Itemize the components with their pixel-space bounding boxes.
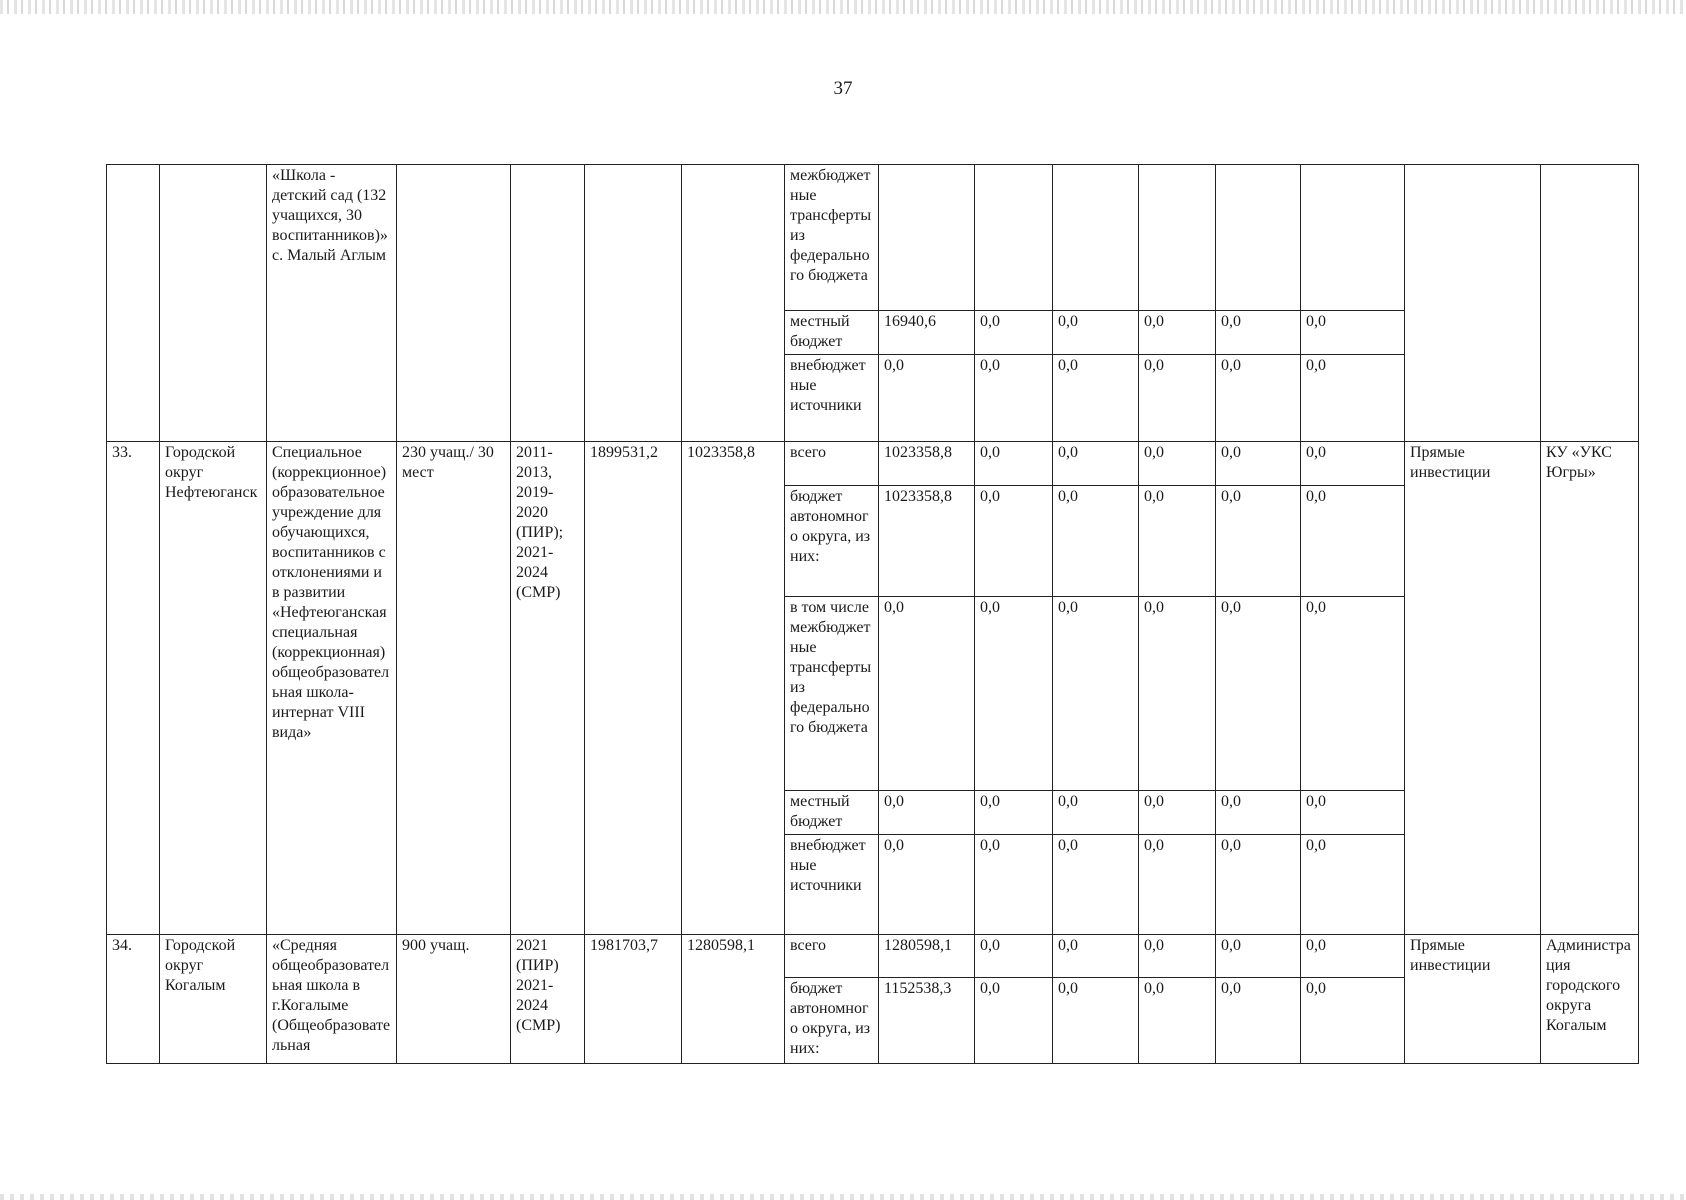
source-name-cell: местный бюджет: [785, 311, 879, 355]
municipality-cell: [160, 165, 267, 442]
remaining-cost-cell: [682, 165, 785, 442]
investment-form-cell: [1405, 165, 1541, 442]
value-cell: 0,0: [1301, 596, 1405, 790]
value-cell: 0,0: [1301, 442, 1405, 486]
value-cell: 0,0: [1216, 790, 1301, 834]
estimated-cost-cell: [585, 165, 682, 442]
value-cell: 0,0: [975, 486, 1053, 597]
value-cell: 0,0: [1139, 978, 1216, 1064]
value-cell: 0,0: [1053, 934, 1139, 978]
value-cell: 0,0: [1216, 354, 1301, 442]
value-cell: 0,0: [975, 442, 1053, 486]
years-cell: 2011-2013, 2019-2020 (ПИР); 2021-2024 (СМР): [511, 442, 585, 934]
value-cell: 0,0: [1139, 790, 1216, 834]
value-cell: 0,0: [1301, 834, 1405, 934]
value-cell: 0,0: [879, 354, 975, 442]
table-row: [107, 442, 1639, 486]
value-cell: 0,0: [975, 934, 1053, 978]
source-name-cell: внебюджетные источники: [785, 834, 879, 934]
value-cell: 0,0: [1053, 790, 1139, 834]
object-name-cell: «Средняя общеобразовательная школа в г.Когалыме (Общеобразовательная: [267, 934, 397, 1063]
value-cell: 0,0: [975, 978, 1053, 1064]
value-cell: 1280598,1: [879, 934, 975, 978]
remaining-cost-cell: 1023358,8: [682, 442, 785, 934]
table-row: [107, 165, 1639, 311]
value-cell: 0,0: [1301, 934, 1405, 978]
value-cell: 0,0: [1139, 311, 1216, 355]
value-cell: 0,0: [975, 596, 1053, 790]
value-cell: 0,0: [1139, 834, 1216, 934]
object-name-cell: Специальное (коррекционное) образовательное учреждение для обучающихся, воспитанников с отклонениями и в развитии «Нефтеюганская специальная (коррекционная) общеобразовательная школа-интернат VIII вида»: [267, 442, 397, 934]
value-cell: 0,0: [975, 354, 1053, 442]
years-cell: 2021 (ПИР) 2021-2024 (СМР): [511, 934, 585, 1063]
value-cell: [1139, 165, 1216, 311]
value-cell: 0,0: [879, 834, 975, 934]
value-cell: 0,0: [879, 790, 975, 834]
value-cell: 0,0: [1301, 790, 1405, 834]
value-cell: [1216, 165, 1301, 311]
source-name-cell: внебюджетные источники: [785, 354, 879, 442]
source-name-cell: межбюджетные трансферты из федерального бюджета: [785, 165, 879, 311]
value-cell: 0,0: [1139, 596, 1216, 790]
source-name-cell: бюджет автономного округа, из них:: [785, 486, 879, 597]
value-cell: 0,0: [1216, 978, 1301, 1064]
source-name-cell: в том числе межбюджетные трансферты из федерального бюджета: [785, 596, 879, 790]
value-cell: 0,0: [1053, 354, 1139, 442]
value-cell: 0,0: [1216, 934, 1301, 978]
value-cell: 0,0: [1053, 442, 1139, 486]
value-cell: 0,0: [975, 834, 1053, 934]
value-cell: 1023358,8: [879, 486, 975, 597]
page-number: 37: [833, 78, 853, 99]
row-number: 34.: [107, 934, 160, 1063]
value-cell: 0,0: [1053, 596, 1139, 790]
value-cell: 0,0: [1053, 486, 1139, 597]
value-cell: [879, 165, 975, 311]
municipality-cell: Городской округ Когалым: [160, 934, 267, 1063]
years-cell: [511, 165, 585, 442]
value-cell: 0,0: [1139, 354, 1216, 442]
value-cell: 0,0: [1301, 486, 1405, 597]
estimated-cost-cell: 1899531,2: [585, 442, 682, 934]
scan-bottom-edge: [0, 1194, 1686, 1200]
value-cell: 0,0: [975, 311, 1053, 355]
value-cell: 0,0: [1216, 486, 1301, 597]
municipality-cell: Городской округ Нефтеюганск: [160, 442, 267, 934]
value-cell: 0,0: [1216, 834, 1301, 934]
row-number: 33.: [107, 442, 160, 934]
capacity-cell: 900 учащ.: [397, 934, 511, 1063]
value-cell: 1152538,3: [879, 978, 975, 1064]
customer-cell: Администрация городского округа Когалым: [1541, 934, 1639, 1063]
value-cell: 0,0: [879, 596, 975, 790]
value-cell: 0,0: [1301, 978, 1405, 1064]
value-cell: 0,0: [1139, 442, 1216, 486]
value-cell: 0,0: [1301, 354, 1405, 442]
estimated-cost-cell: 1981703,7: [585, 934, 682, 1063]
source-name-cell: всего: [785, 934, 879, 978]
value-cell: 0,0: [1053, 311, 1139, 355]
remaining-cost-cell: 1280598,1: [682, 934, 785, 1063]
scan-top-edge: [0, 0, 1686, 14]
investment-form-cell: Прямые инвестиции: [1405, 934, 1541, 1063]
value-cell: 0,0: [1139, 486, 1216, 597]
customer-cell: КУ «УКС Югры»: [1541, 442, 1639, 934]
value-cell: 0,0: [1216, 311, 1301, 355]
value-cell: 0,0: [1216, 442, 1301, 486]
value-cell: 0,0: [1301, 311, 1405, 355]
row-number: [107, 165, 160, 442]
value-cell: 1023358,8: [879, 442, 975, 486]
value-cell: [1053, 165, 1139, 311]
value-cell: 0,0: [1053, 978, 1139, 1064]
customer-cell: [1541, 165, 1639, 442]
value-cell: [1301, 165, 1405, 311]
source-name-cell: бюджет автономного округа, из них:: [785, 978, 879, 1064]
source-name-cell: местный бюджет: [785, 790, 879, 834]
capacity-cell: 230 учащ./ 30 мест: [397, 442, 511, 934]
investment-form-cell: Прямые инвестиции: [1405, 442, 1541, 934]
value-cell: 0,0: [1139, 934, 1216, 978]
object-name-cell: «Школа - детский сад (132 учащихся, 30 воспитанников)» с. Малый Аглым: [267, 165, 397, 442]
investment-table: [106, 164, 1639, 1064]
value-cell: 0,0: [1216, 596, 1301, 790]
table-row: [107, 934, 1639, 978]
value-cell: 0,0: [1053, 834, 1139, 934]
source-name-cell: всего: [785, 442, 879, 486]
value-cell: 16940,6: [879, 311, 975, 355]
value-cell: 0,0: [975, 790, 1053, 834]
value-cell: [975, 165, 1053, 311]
capacity-cell: [397, 165, 511, 442]
